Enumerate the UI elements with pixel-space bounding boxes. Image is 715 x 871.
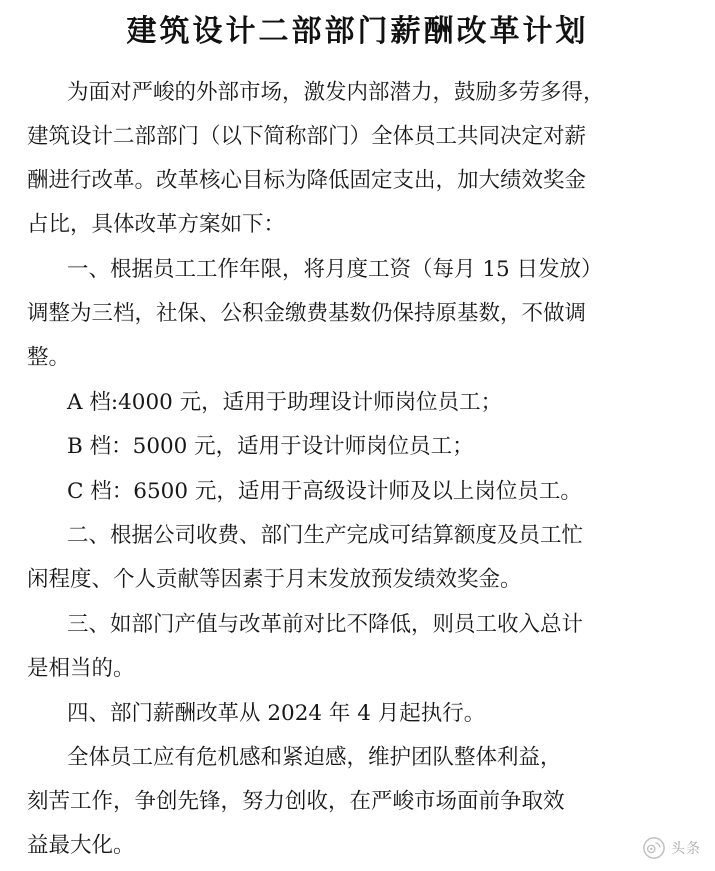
paragraph-line: 占比，具体改革方案如下： xyxy=(27,212,286,237)
paragraph-line: 益最大化。 xyxy=(27,833,135,858)
paragraph-line: 整。 xyxy=(27,345,71,370)
tier-b-line: B 档：5000 元，适用于设计师岗位员工； xyxy=(67,434,474,459)
paragraph-line: 一、根据员工工作年限，将月度工资（每月 15 日发放） xyxy=(67,257,603,282)
paragraph-line: 二、根据公司收费、部门生产完成可结算额度及员工忙 xyxy=(67,523,584,548)
paragraph-line: 闲程度、个人贡献等因素于月末发放预发绩效奖金。 xyxy=(27,567,522,592)
paragraph-line: 是相当的。 xyxy=(27,656,135,681)
tier-a-line: A 档:4000 元，适用于助理设计师岗位员工； xyxy=(67,390,503,415)
paragraph-line: 酬进行改革。改革核心目标为降低固定支出，加大绩效奖金 xyxy=(27,168,587,193)
paragraph-line: 建筑设计二部部门（以下简称部门）全体员工共同决定对薪 xyxy=(27,124,587,149)
watermark xyxy=(643,837,701,859)
paragraph-line: 为面对严峻的外部市场，激发内部潜力，鼓励多劳多得， xyxy=(67,80,605,105)
document-title: 建筑设计二部部门薪酬改革计划 xyxy=(126,14,589,49)
paragraph-line: 四、部门薪酬改革从 2024 年 4 月起执行。 xyxy=(67,701,486,726)
paragraph-line: 刻苦工作，争创先锋，努力创收，在严峻市场面前争取效 xyxy=(27,789,565,814)
paragraph-line: 三、如部门产值与改革前对比不降低，则员工收入总计 xyxy=(67,612,584,637)
paragraph-line: 调整为三档，社保、公积金缴费基数仍保持原基数，不做调 xyxy=(27,301,587,326)
weibo-logo-icon xyxy=(643,837,665,859)
paragraph-line: 全体员工应有危机感和紧迫感，维护团队整体利益， xyxy=(67,745,562,770)
tier-c-line: C 档：6500 元，适用于高级设计师及以上岗位员工。 xyxy=(67,479,582,504)
watermark-text: 头条 xyxy=(671,841,701,857)
